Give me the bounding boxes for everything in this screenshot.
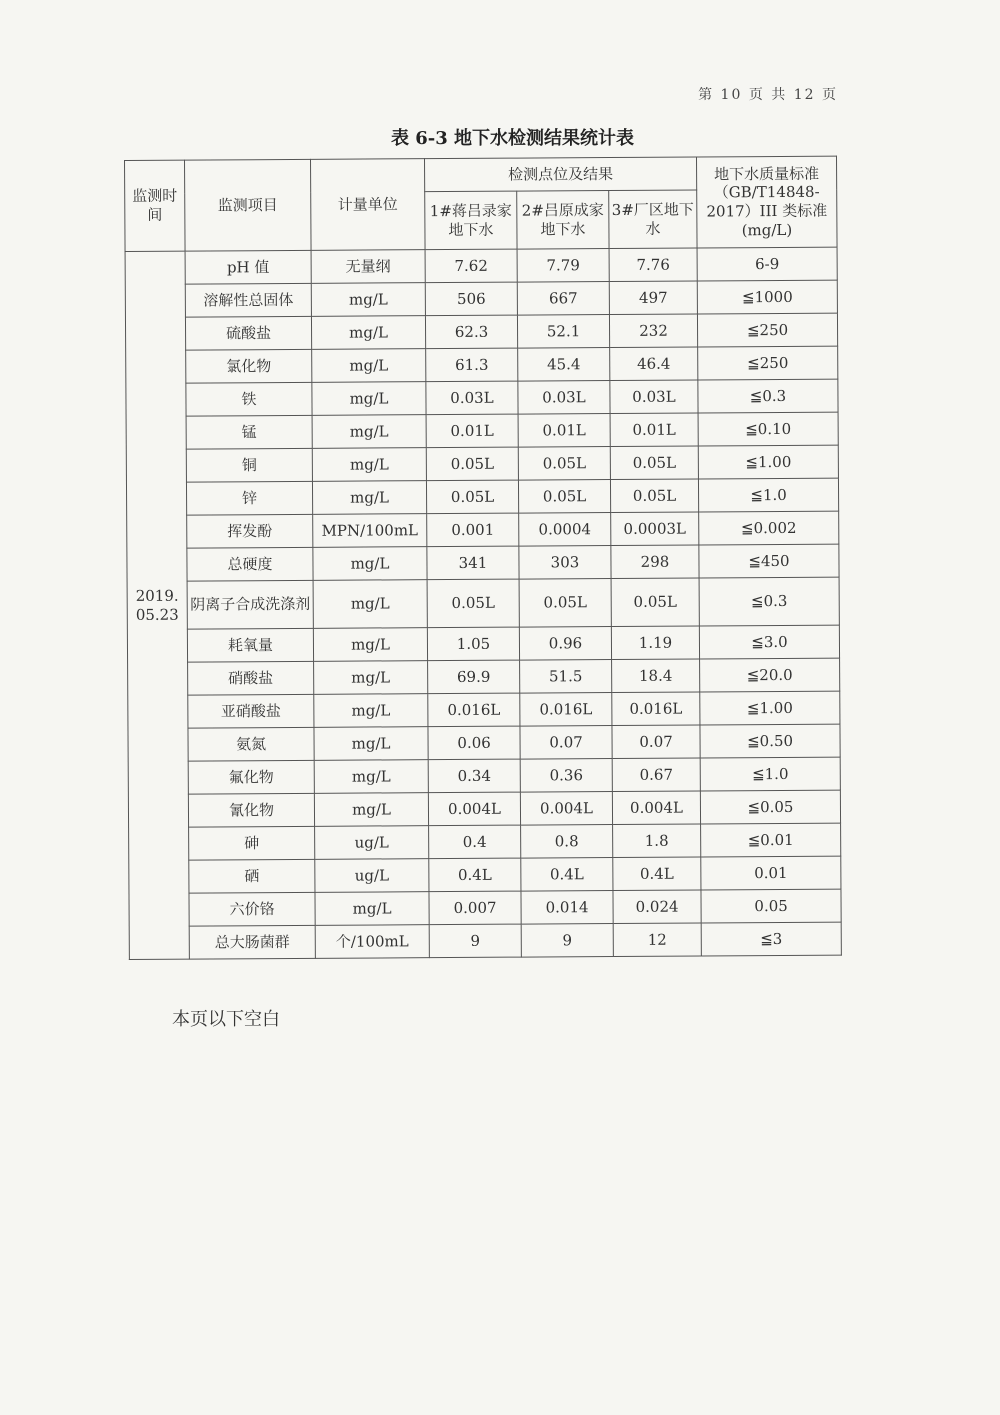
point2-cell: 7.79: [517, 249, 609, 283]
point3-cell: 0.03L: [610, 380, 698, 414]
point3-cell: 46.4: [610, 347, 698, 381]
table-row: [125, 313, 837, 350]
standard-cell: 6-9: [697, 247, 837, 281]
unit-cell: MPN/100mL: [313, 514, 427, 548]
standard-cell: ≦250: [697, 313, 837, 347]
item-cell: 硝酸盐: [188, 661, 314, 695]
point2-cell: 0.01L: [518, 414, 610, 448]
item-cell: 氯化物: [186, 349, 312, 383]
point3-cell: 0.07: [612, 725, 700, 759]
item-cell: 铁: [186, 382, 312, 416]
unit-cell: mg/L: [312, 448, 426, 482]
point1-cell: 0.34: [428, 759, 520, 793]
header-point-1: 1#蒋吕录家地下水: [425, 191, 517, 250]
header-time: 监测时间: [125, 160, 186, 251]
standard-cell: ≦3.0: [699, 625, 839, 659]
unit-cell: mg/L: [314, 727, 428, 761]
unit-cell: mg/L: [313, 628, 427, 662]
header-item: 监测项目: [185, 159, 312, 251]
point1-cell: 7.62: [425, 249, 517, 283]
unit-cell: mg/L: [312, 382, 426, 416]
standard-cell: ≦0.3: [698, 379, 838, 413]
standard-cell: ≦1.00: [698, 445, 838, 479]
point2-cell: 0.36: [520, 759, 612, 793]
unit-cell: mg/L: [314, 694, 428, 728]
point1-cell: 1.05: [427, 627, 519, 661]
standard-cell: ≦0.01: [701, 823, 841, 857]
point2-cell: 0.014: [521, 891, 613, 925]
point2-cell: 667: [517, 282, 609, 316]
monitoring-date-cell: 2019. 05.23: [125, 251, 189, 959]
point3-cell: 232: [609, 314, 697, 348]
point1-cell: 0.001: [427, 513, 519, 547]
table-row: [125, 280, 837, 317]
unit-cell: mg/L: [313, 547, 427, 581]
item-cell: 总大肠菌群: [189, 925, 315, 959]
point1-cell: 0.4: [429, 825, 521, 859]
standard-cell: ≦0.05: [700, 790, 840, 824]
page-number: 第 10 页 共 12 页: [698, 87, 838, 103]
unit-cell: 个/100mL: [315, 925, 429, 959]
item-cell: 硫酸盐: [185, 316, 311, 350]
unit-cell: mg/L: [312, 481, 426, 515]
table-row: [129, 823, 841, 860]
point1-cell: 0.007: [429, 891, 521, 925]
results-table-container: [124, 156, 841, 960]
table-row: [128, 658, 840, 695]
point1-cell: 0.4L: [429, 858, 521, 892]
point1-cell: 61.3: [426, 348, 518, 382]
point3-cell: 7.76: [609, 248, 697, 282]
standard-cell: ≦1.00: [700, 691, 840, 725]
table-row: [126, 346, 838, 383]
point3-cell: 0.016L: [612, 692, 700, 726]
unit-cell: ug/L: [315, 826, 429, 860]
table-row: [129, 922, 841, 959]
standard-cell: ≦3: [701, 922, 841, 956]
table-row: [127, 544, 839, 581]
standard-cell: ≦0.50: [700, 724, 840, 758]
point1-cell: 62.3: [425, 315, 517, 349]
item-cell: 锌: [186, 481, 312, 515]
table-row: [126, 478, 838, 515]
point1-cell: 0.03L: [426, 381, 518, 415]
point2-cell: 0.8: [521, 825, 613, 859]
point2-cell: 0.03L: [518, 381, 610, 415]
item-cell: 氰化物: [188, 793, 314, 827]
point3-cell: 1.19: [611, 626, 699, 660]
point1-cell: 0.016L: [428, 693, 520, 727]
table-row: [129, 889, 841, 926]
point2-cell: 0.05L: [518, 480, 610, 514]
table-row: [128, 724, 840, 761]
point2-cell: 52.1: [517, 315, 609, 349]
point1-cell: 0.05L: [427, 579, 519, 628]
item-cell: 氟化物: [188, 760, 314, 794]
item-cell: 六价铬: [189, 892, 315, 926]
standard-cell: ≦1.0: [698, 478, 838, 512]
point1-cell: 0.05L: [426, 480, 518, 514]
point1-cell: 69.9: [428, 660, 520, 694]
standard-cell: ≦0.002: [699, 511, 839, 545]
point3-cell: 0.004L: [612, 791, 700, 825]
point3-cell: 0.01L: [610, 413, 698, 447]
point2-cell: 0.016L: [520, 693, 612, 727]
point3-cell: 497: [609, 281, 697, 315]
point2-cell: 9: [521, 924, 613, 958]
table-title: 表 6-3 地下水检测结果统计表: [390, 128, 635, 149]
point2-cell: 0.0004: [519, 513, 611, 547]
header-point-3: 3#厂区地下水: [609, 190, 697, 249]
point3-cell: 18.4: [612, 659, 700, 693]
standard-cell: ≦1.0: [700, 757, 840, 791]
point2-cell: 0.4L: [521, 858, 613, 892]
table-row: [126, 379, 838, 416]
unit-cell: mg/L: [312, 349, 426, 383]
unit-cell: mg/L: [312, 415, 426, 449]
table-row: [127, 625, 839, 662]
point1-cell: 506: [425, 282, 517, 316]
item-cell: 阴离子合成洗涤剂: [187, 580, 313, 629]
table-row: [128, 691, 840, 728]
item-cell: 挥发酚: [187, 514, 313, 548]
standard-cell: 0.05: [701, 889, 841, 923]
standard-cell: ≦450: [699, 544, 839, 578]
table-row: [125, 247, 837, 284]
item-cell: 耗氧量: [187, 628, 313, 662]
point3-cell: 0.05L: [610, 479, 698, 513]
point3-cell: 0.05L: [611, 578, 699, 627]
point2-cell: 0.07: [520, 726, 612, 760]
unit-cell: mg/L: [313, 580, 427, 629]
item-cell: 砷: [189, 826, 315, 860]
item-cell: 溶解性总固体: [185, 283, 311, 317]
table-row: [126, 412, 838, 449]
point1-cell: 0.01L: [426, 414, 518, 448]
unit-cell: mg/L: [311, 316, 425, 350]
point3-cell: 298: [611, 545, 699, 579]
item-cell: 铜: [186, 448, 312, 482]
standard-cell: ≦20.0: [700, 658, 840, 692]
standard-cell: 0.01: [701, 856, 841, 890]
item-cell: 硒: [189, 859, 315, 893]
unit-cell: 无量纲: [311, 250, 425, 284]
point1-cell: 0.004L: [428, 792, 520, 826]
point2-cell: 303: [519, 546, 611, 580]
table-row: [128, 790, 840, 827]
unit-cell: mg/L: [311, 283, 425, 317]
point2-cell: 0.05L: [519, 579, 611, 628]
table-body: [125, 247, 841, 959]
footer-note: 本页以下空白: [172, 1009, 280, 1030]
standard-cell: ≦0.3: [699, 577, 839, 626]
item-cell: 氨氮: [188, 727, 314, 761]
unit-cell: mg/L: [314, 760, 428, 794]
point2-cell: 0.96: [519, 627, 611, 661]
point2-cell: 51.5: [520, 660, 612, 694]
point3-cell: 0.05L: [610, 446, 698, 480]
header-point-2: 2#吕原成家地下水: [517, 191, 609, 250]
standard-cell: ≦0.10: [698, 412, 838, 446]
point1-cell: 341: [427, 546, 519, 580]
standard-cell: ≦250: [698, 346, 838, 380]
point3-cell: 12: [613, 923, 701, 957]
point3-cell: 0.67: [612, 758, 700, 792]
table-row: [127, 577, 839, 629]
item-cell: 亚硝酸盐: [188, 694, 314, 728]
standard-cell: ≦1000: [697, 280, 837, 314]
table-row: [127, 511, 839, 548]
unit-cell: mg/L: [314, 793, 428, 827]
point2-cell: 0.05L: [518, 447, 610, 481]
unit-cell: mg/L: [315, 892, 429, 926]
point3-cell: 1.8: [613, 824, 701, 858]
table-row: [129, 856, 841, 893]
point1-cell: 9: [429, 924, 521, 958]
point1-cell: 0.05L: [426, 447, 518, 481]
header-unit: 计量单位: [310, 159, 425, 251]
table-row: [128, 757, 840, 794]
point2-cell: 0.004L: [520, 792, 612, 826]
header-points-group: 检测点位及结果: [424, 157, 696, 192]
point3-cell: 0.024: [613, 890, 701, 924]
item-cell: pH 值: [185, 250, 311, 284]
point3-cell: 0.0003L: [611, 512, 699, 546]
table-row: [126, 445, 838, 482]
point2-cell: 45.4: [518, 348, 610, 382]
point3-cell: 0.4L: [613, 857, 701, 891]
point1-cell: 0.06: [428, 726, 520, 760]
header-standard: 地下水质量标准（GB/T14848-2017）III 类标准(mg/L): [696, 156, 837, 248]
item-cell: 锰: [186, 415, 312, 449]
unit-cell: ug/L: [315, 859, 429, 893]
groundwater-results-table: [124, 156, 842, 960]
unit-cell: mg/L: [314, 661, 428, 695]
item-cell: 总硬度: [187, 547, 313, 581]
